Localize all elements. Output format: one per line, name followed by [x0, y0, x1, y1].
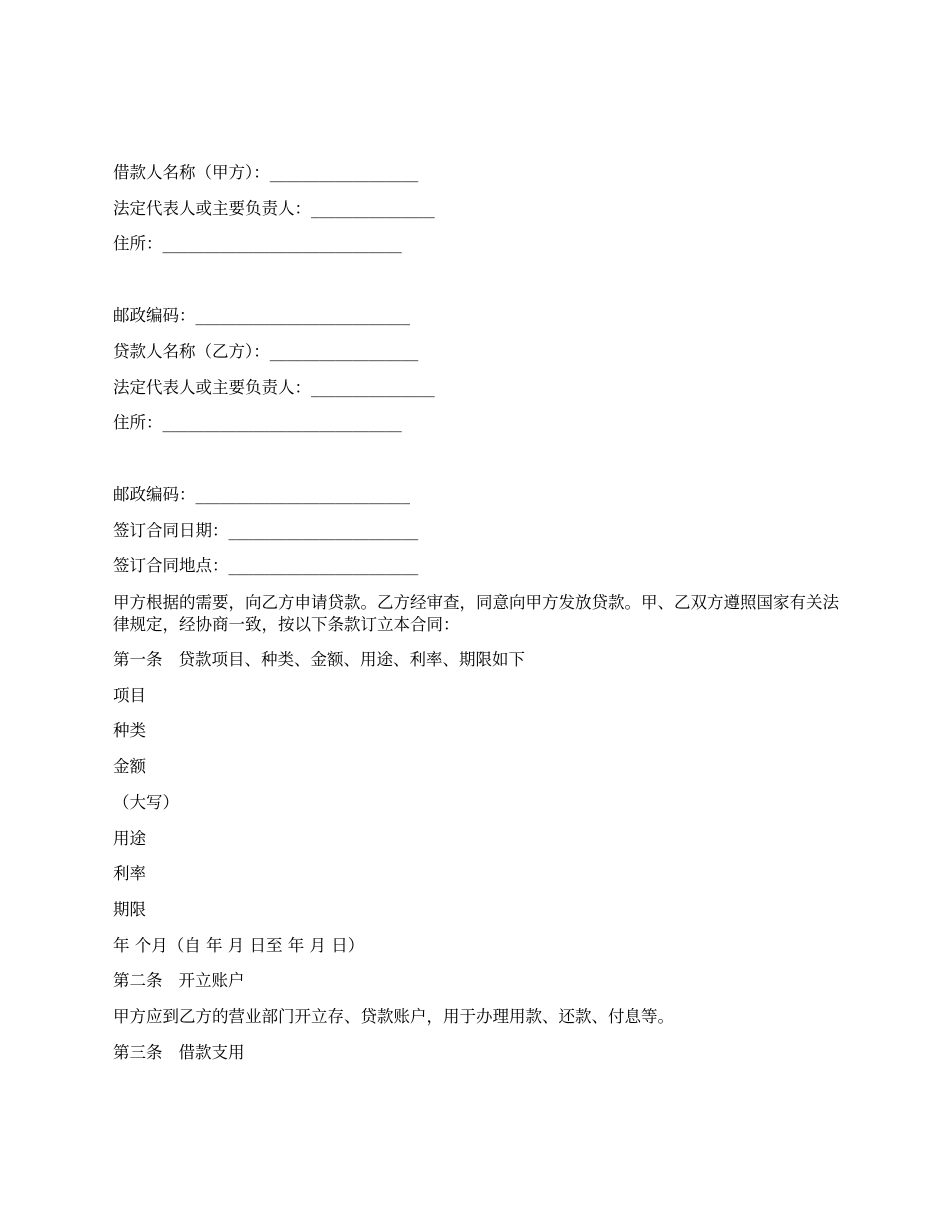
- borrower-name-field: [113, 162, 418, 184]
- lender-name-field: [113, 341, 418, 363]
- borrower-representative-field: [113, 198, 435, 220]
- field-blank: __________________________: [195, 306, 410, 325]
- term-line: 年 个月（自 年 月 日至 年 月 日）: [113, 936, 365, 955]
- field-label: 邮政编码：: [113, 306, 196, 325]
- field-blank: __________________________: [195, 485, 410, 504]
- field-blank: _____________________________: [162, 413, 402, 432]
- borrower-address-field: [113, 233, 402, 255]
- field-blank: _______________________: [228, 521, 419, 540]
- field-label: 法定代表人或主要负责人：: [113, 199, 311, 218]
- article-number: 第一条: [113, 650, 163, 669]
- field-label: 邮政编码：: [113, 485, 196, 504]
- article-1-heading: [113, 649, 525, 671]
- article-title: 开立账户: [178, 971, 245, 990]
- field-blank: _______________: [311, 199, 435, 218]
- item-amount: 金额: [113, 757, 146, 776]
- field-label: 法定代表人或主要负责人：: [113, 378, 311, 397]
- item-purpose: 用途: [113, 829, 146, 848]
- signing-date-field: [113, 520, 418, 542]
- borrower-postcode-field: [113, 305, 410, 327]
- article-title: 借款支用: [178, 1043, 245, 1062]
- item-project: 项目: [113, 686, 146, 705]
- field-label: 住所：: [113, 234, 163, 253]
- field-blank: _______________________: [228, 556, 419, 575]
- item-amount-capital: （大写）: [113, 793, 179, 812]
- article-2-text: 甲方应到乙方的营业部门开立存、贷款账户，用于办理用款、还款、付息等。: [113, 1007, 674, 1026]
- field-label: 签订合同地点：: [113, 556, 229, 575]
- article-3-heading: [113, 1042, 245, 1064]
- lender-address-field: [113, 412, 402, 434]
- field-blank: __________________: [269, 342, 419, 361]
- field-label: 贷款人名称（乙方）：: [113, 342, 270, 361]
- item-rate: 利率: [113, 864, 146, 883]
- lender-representative-field: [113, 377, 435, 399]
- item-type: 种类: [113, 721, 146, 740]
- field-blank: _______________: [311, 378, 435, 397]
- field-label: 借款人名称（甲方）：: [113, 163, 270, 182]
- intro-paragraph: 甲方根据的需要，向乙方申请贷款。乙方经审查，同意向甲方发放贷款。甲、乙双方遵照国家有关法律规定，经协商一致，按以下条款订立本合同：: [113, 593, 839, 634]
- article-number: 第二条: [113, 971, 163, 990]
- lender-postcode-field: [113, 484, 410, 506]
- item-term: 期限: [113, 900, 146, 919]
- article-2-heading: [113, 970, 245, 992]
- signing-place-field: [113, 555, 418, 577]
- field-label: 签订合同日期：: [113, 521, 229, 540]
- article-title: 贷款项目、种类、金额、用途、利率、期限如下: [178, 650, 525, 669]
- article-number: 第三条: [113, 1043, 163, 1062]
- field-blank: __________________: [269, 163, 419, 182]
- field-blank: _____________________________: [162, 234, 402, 253]
- field-label: 住所：: [113, 413, 163, 432]
